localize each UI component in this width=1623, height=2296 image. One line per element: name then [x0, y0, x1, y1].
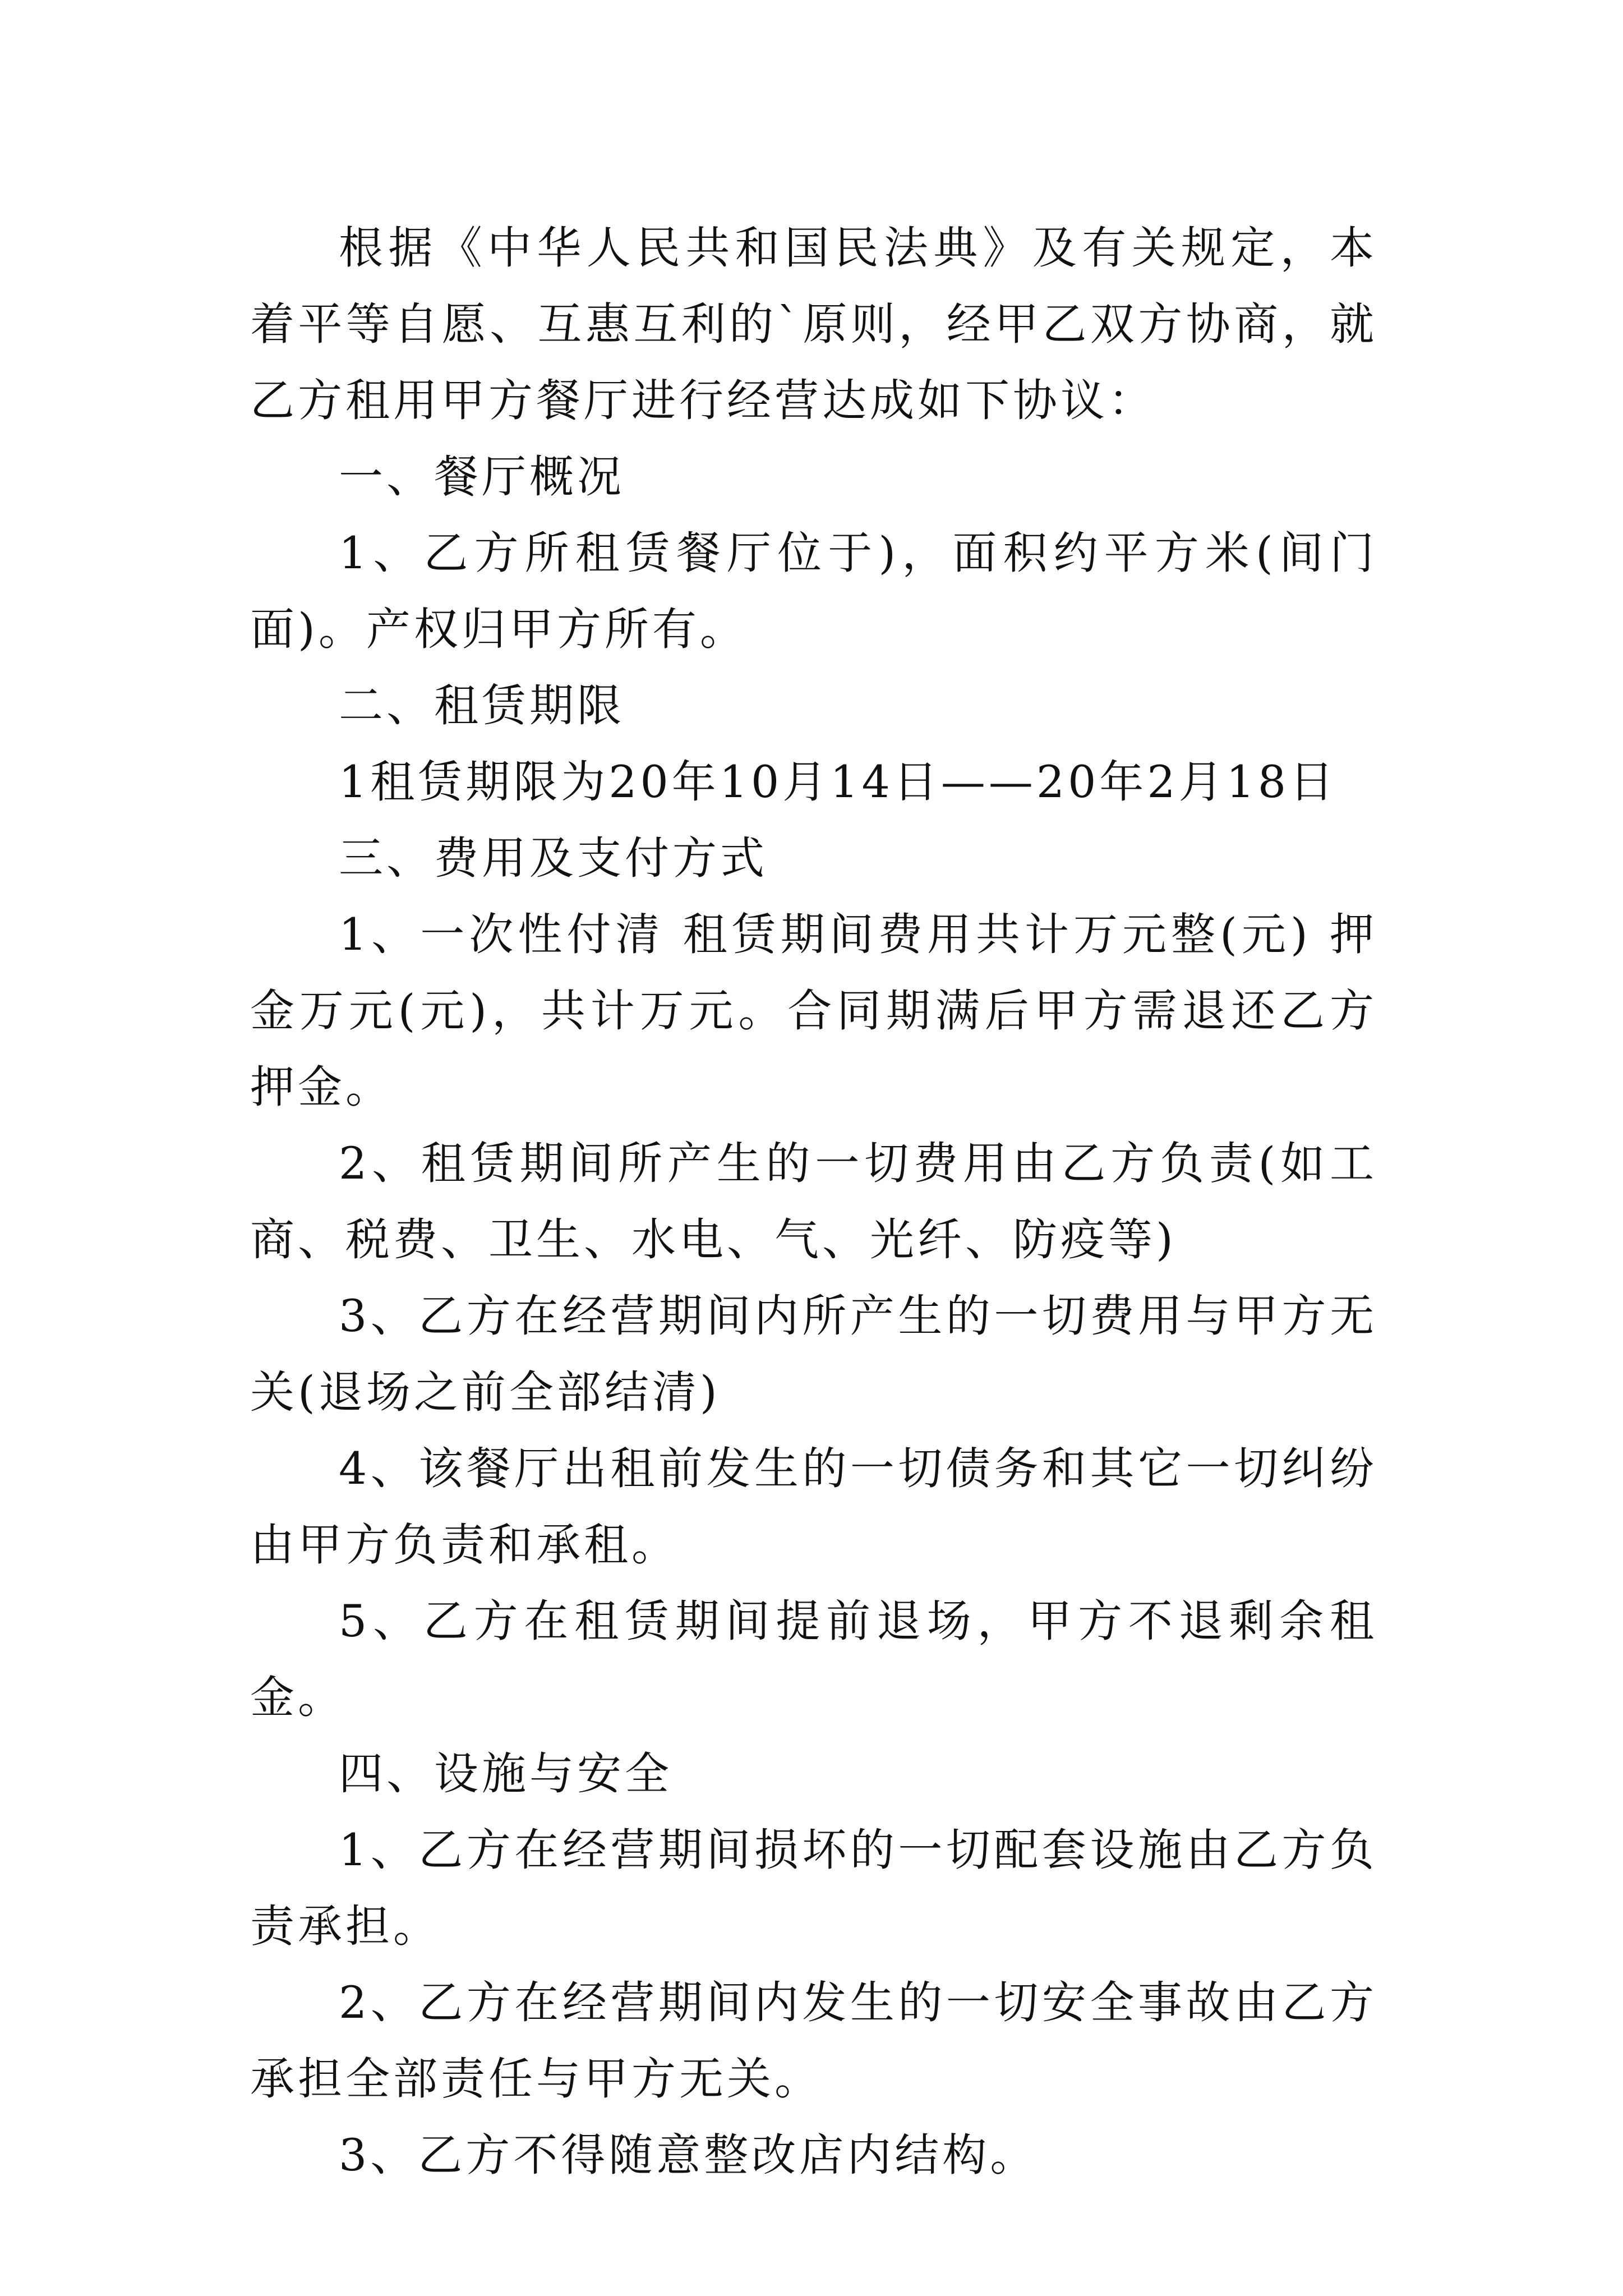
clause-4-1: 1、乙方在经营期间损坏的一切配套设施由乙方负责承担。	[250, 1824, 1377, 1952]
clause-2-1: 1租赁期限为20年10月14日——20年2月18日	[339, 756, 1338, 808]
clause-3-2: 2、租赁期间所产生的一切费用由乙方负责(如工商、税费、卫生、水电、气、光纤、防疫等)	[250, 1138, 1377, 1266]
clause-3-1: 1、一次性付清 租赁期间费用共计万元整(元) 押金万元(元)，共计万元。合同期满后甲方需退还乙方押金。	[250, 909, 1377, 1113]
paragraph-preamble: 根据《中华人民共和国民法典》及有关规定，本着平等自愿、互惠互利的`原则，经甲乙双方协商，就乙方租用甲方餐厅进行经营达成如下协议：	[250, 222, 1377, 426]
section-heading-fees-payment: 三、费用及支付方式	[339, 832, 768, 884]
section-heading-facilities-safety: 四、设施与安全	[339, 1748, 672, 1800]
clause-3-5: 5、乙方在租赁期间提前退场，甲方不退剩余租金。	[250, 1595, 1377, 1723]
clause-4-3: 3、乙方不得随意整改店内结构。	[339, 2129, 1038, 2181]
clause-3-4: 4、该餐厅出租前发生的一切债务和其它一切纠纷由甲方负责和承租。	[250, 1443, 1377, 1571]
section-heading-lease-term: 二、租赁期限	[339, 680, 625, 731]
clause-1-1: 1、乙方所租赁餐厅位于)，面积约平方米(间门面)。产权归甲方所有。	[250, 527, 1377, 655]
clause-3-3: 3、乙方在经营期间内所产生的一切费用与甲方无关(退场之前全部结清)	[250, 1290, 1377, 1418]
clause-4-2: 2、乙方在经营期间内发生的一切安全事故由乙方承担全部责任与甲方无关。	[250, 1977, 1377, 2105]
section-heading-restaurant-overview: 一、餐厅概况	[339, 451, 625, 503]
document-body	[250, 210, 1377, 2193]
